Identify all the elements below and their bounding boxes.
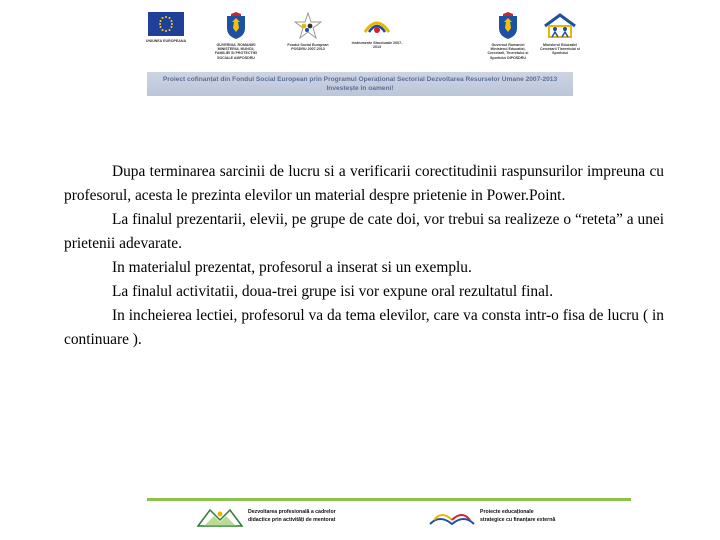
paragraph-5: In incheierea lectiei, profesorul va da tema elevilor, care va consta intr-o fisa de lucru ( in continuare ). [64, 307, 664, 348]
logo-caption: UNIUNEA EUROPEANA [145, 39, 187, 43]
logo-caption: Fondul Social European POSDRU 2007-2013 [287, 43, 329, 52]
logo-ministry-education [537, 12, 583, 56]
eu-flag-icon [148, 12, 184, 36]
paragraph-2: La finalul prezentarii, elevii, pe grupe de cate doi, vor trebui sa realizeze o “reteta” a unei prietenii adevarate. [64, 211, 664, 252]
footer-left-line-1: Dezvoltarea profesională a cadrelor [248, 509, 336, 515]
funding-banner [147, 72, 573, 96]
banner-line-1: Proiect cofinanțat din Fondul Social European prin Programul Operațional Sectorial Dezvoltarea Resurselor Umane 2007-2013 [162, 76, 558, 83]
open-book-icon [428, 506, 476, 528]
footer-left-line-2: didactice prin activități de mentorat [248, 517, 336, 523]
lesson-text [64, 160, 664, 352]
romania-coat-of-arms-icon [225, 12, 247, 40]
logo-government [210, 12, 262, 60]
footer-right-line-1: Proiecte educaționale [480, 509, 534, 515]
footer-divider [147, 498, 631, 501]
banner-line-2: Investește în oameni! [326, 85, 394, 92]
paragraph-3: In materialul prezentat, profesorul a inserat si un exemplu. [112, 259, 472, 276]
romania-coat-of-arms-icon [497, 12, 519, 40]
logo-caption: Ministerul Educatiei Cercetarii Tineretului si Sportului [540, 43, 580, 56]
book-icon [196, 506, 244, 528]
ministry-education-icon [541, 12, 579, 40]
paragraph-1: Dupa terminarea sarcinii de lucru si a verificarii corectitudinii raspunsurilor impreuna cu profesorul, acesta le prezinta elevilor un material despre prietenie in Power.Point. [64, 163, 664, 204]
logo-ministry-oiposdru [483, 12, 533, 60]
logo-instrumente-structurale [350, 12, 404, 49]
logo-eu [145, 12, 187, 43]
footer-right-line-2: strategice cu finanțare externă [480, 517, 556, 523]
header [145, 12, 580, 96]
paragraph-4: La finalul activitatii, doua-trei grupe isi vor expune oral rezultatul final. [112, 283, 554, 300]
logo-fse [283, 12, 333, 51]
logo-caption: Guvernul Romaniei Ministerul Educatiei, Cercetarii, Tineretului si Sportului OIPOSDRU [487, 43, 529, 60]
logo-caption: GUVERNUL ROMANIEI MINISTERUL MUNCII, FAMILIEI SI PROTECTIEI SOCIALE AMPOSDRU [214, 43, 258, 60]
fse-star-icon [294, 12, 322, 40]
instrumente-structurale-icon [362, 12, 392, 38]
logo-caption: Instrumente Structurale 2007-2013 [351, 41, 403, 50]
